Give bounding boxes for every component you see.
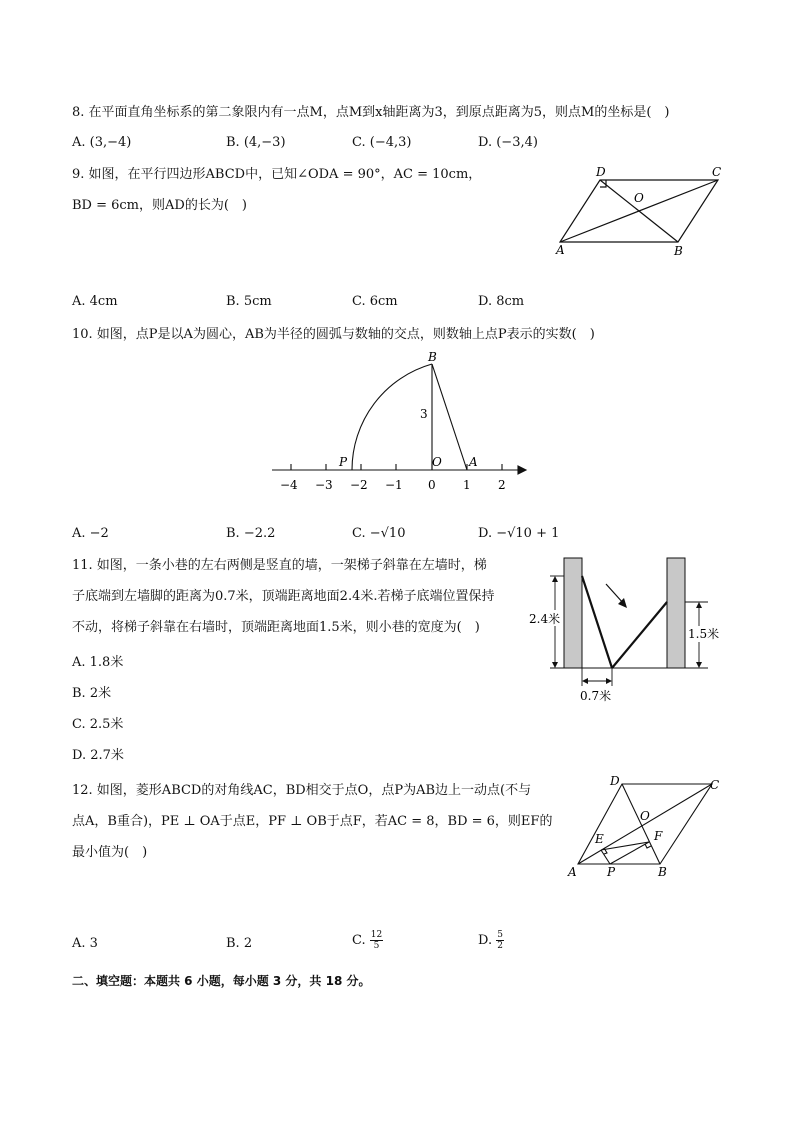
q9-option-b: B. 5cm xyxy=(226,294,272,309)
label-o: O xyxy=(640,809,650,823)
fraction-den: 2 xyxy=(497,941,503,951)
label-right-height: 1.5米 xyxy=(688,627,720,641)
diagonal-bd xyxy=(622,784,660,864)
q8-option-a: A. (3,−4) xyxy=(72,135,132,150)
q11-option-d: D. 2.7米 xyxy=(72,748,124,763)
q9-option-a: A. 4cm xyxy=(72,294,118,309)
tick-label-0: 0 xyxy=(428,478,436,492)
ladder-left xyxy=(582,576,612,668)
q11-ladder-figure xyxy=(528,554,728,704)
q11-option-b: B. 2米 xyxy=(72,686,112,701)
label-o: O xyxy=(634,191,644,205)
label-d: D xyxy=(596,165,606,179)
label-left-height: 2.4米 xyxy=(529,612,561,626)
label-f: F xyxy=(654,829,663,843)
q11-option-c: C. 2.5米 xyxy=(72,717,124,732)
diagonal-bd xyxy=(600,180,678,242)
label-b: B xyxy=(428,350,437,364)
q12-option-b: B. 2 xyxy=(226,936,253,951)
label-c: C xyxy=(710,778,720,792)
q12-option-a: A. 3 xyxy=(72,936,98,951)
tick-label--2: −2 xyxy=(350,478,368,492)
axis-arrow-icon xyxy=(518,466,526,474)
label-d: D xyxy=(610,774,620,788)
label-o: O xyxy=(432,455,442,469)
label-e: E xyxy=(595,832,604,846)
q10-number-line-figure xyxy=(266,346,528,496)
q8-option-b: B. (4,−3) xyxy=(226,135,286,150)
q9-option-d: D. 8cm xyxy=(478,294,525,309)
q10-text: 10. 如图，点P是以A为圆心，AB为半径的圆弧与数轴的交点，则数轴上点P表示的实数( ) xyxy=(72,327,595,342)
label-p: P xyxy=(339,455,348,469)
q11-option-a: A. 1.8米 xyxy=(72,655,124,670)
fraction-num: 5 xyxy=(497,930,503,940)
q9-line2: BD = 6cm，则AD的长为( ) xyxy=(72,198,247,213)
q12-option-d xyxy=(478,930,504,951)
dim-arrow-icon xyxy=(552,662,558,668)
label-p: P xyxy=(607,865,616,879)
diagonal-ac xyxy=(578,784,712,864)
q11-line2: 子底端到左墙脚的距离为0.7米，顶端距离地面2.4米.若梯子底端位置保持 xyxy=(72,589,495,604)
q8-text: 8. 在平面直角坐标系的第二象限内有一点M，点M到x轴距离为3，到原点距离为5，则点M的坐标是( ) xyxy=(72,105,670,120)
q12-option-c xyxy=(352,930,383,951)
label-a: A xyxy=(568,865,577,879)
ladder-right xyxy=(612,602,667,668)
label-c: C xyxy=(712,165,722,179)
q12-option-d-label: D. xyxy=(478,933,497,948)
q11-line1: 11. 如图，一条小巷的左右两侧是竖直的墙，一架梯子斜靠在左墙时，梯 xyxy=(72,558,487,573)
label-a: A xyxy=(556,243,565,257)
q12-line3: 最小值为( ) xyxy=(72,845,148,860)
tick-label--3: −3 xyxy=(315,478,333,492)
q10-option-b: B. −2.2 xyxy=(226,526,276,541)
q12-line1: 12. 如图，菱形ABCD的对角线AC，BD相交于点O，点P为AB边上一动点(不与 xyxy=(72,783,532,798)
fraction-num: 12 xyxy=(370,930,383,940)
q10-option-a: A. −2 xyxy=(72,526,109,541)
dim-arrow-icon xyxy=(552,576,558,582)
q9-line1: 9. 如图，在平行四边形ABCD中，已知∠ODA = 90°，AC = 10cm， xyxy=(72,167,482,182)
dim-arrow-icon xyxy=(582,678,588,684)
label-a: A xyxy=(469,455,478,469)
q8-option-d: D. (−3,4) xyxy=(478,135,538,150)
segment-pe xyxy=(601,850,610,864)
label-bottom: 0.7米 xyxy=(580,689,612,703)
q12-rhombus-figure xyxy=(562,772,734,882)
q10-option-d: D. −√10 + 1 xyxy=(478,526,560,541)
label-b: B xyxy=(658,865,667,879)
tick-label-2: 2 xyxy=(498,478,506,492)
section2-title: 二、填空题：本题共 6 小题，每小题 3 分，共 18 分。 xyxy=(72,974,371,988)
q9-option-c: C. 6cm xyxy=(352,294,398,309)
label-b: B xyxy=(674,244,683,258)
q11-line3: 不动，将梯子斜靠在右墙时，顶端距离地面1.5米，则小巷的宽度为( ) xyxy=(72,620,480,635)
tick-label-1: 1 xyxy=(463,478,471,492)
fraction-den: 5 xyxy=(373,941,380,951)
tick-label--4: −4 xyxy=(280,478,298,492)
fraction-5-2 xyxy=(496,930,504,951)
q8-option-c: C. (−4,3) xyxy=(352,135,412,150)
label-height-3: 3 xyxy=(420,407,428,421)
left-wall xyxy=(564,558,582,668)
fraction-12-5 xyxy=(370,930,383,951)
right-angle-mark-f xyxy=(645,844,651,848)
q12-line2: 点A，B重合)，PE ⊥ OA于点E，PF ⊥ OB于点F，若AC = 8，BD = 6，则EF的 xyxy=(72,814,553,829)
q9-parallelogram-figure xyxy=(548,160,730,260)
q12-option-c-label: C. xyxy=(352,933,370,948)
dim-arrow-icon xyxy=(696,602,702,608)
right-wall xyxy=(667,558,685,668)
dim-arrow-icon xyxy=(606,678,612,684)
dim-arrow-icon xyxy=(696,662,702,668)
tick-label--1: −1 xyxy=(385,478,403,492)
q10-option-c: C. −√10 xyxy=(352,526,406,541)
